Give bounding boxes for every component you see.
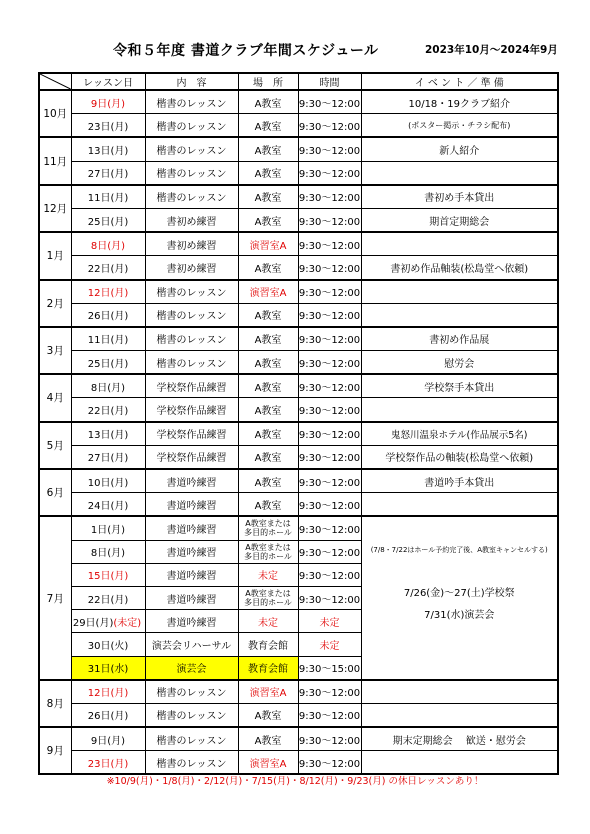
date-cell <box>71 610 145 633</box>
content-cell: 楷書のレッスン <box>145 351 238 375</box>
header-content: 内 容 <box>145 73 238 90</box>
month-label: 6月 <box>39 469 71 516</box>
place-cell: 演習室A <box>238 751 298 775</box>
content-cell: 書道吟練習 <box>145 516 238 540</box>
date-cell: 22日(月) <box>71 256 145 280</box>
content-cell: 書道吟練習 <box>145 586 238 609</box>
date-cell: 11日(月) <box>71 327 145 351</box>
event-cell: 10/18・19クラブ紹介 <box>361 90 558 114</box>
date-cell: 13日(月) <box>71 422 145 446</box>
content-cell: 書初め練習 <box>145 208 238 232</box>
time-cell: 9:30～12:00 <box>298 727 361 751</box>
month-label: 12月 <box>39 185 71 232</box>
time-cell: 9:30～12:00 <box>298 445 361 469</box>
date-cell: 26日(月) <box>71 303 145 327</box>
date-cell: 30日(火) <box>71 633 145 656</box>
table-row <box>39 161 558 185</box>
date-cell: 22日(月) <box>71 398 145 422</box>
date-cell: 11日(月) <box>71 185 145 209</box>
date-cell: 9日(月) <box>71 90 145 114</box>
date-cell: 15日(月) <box>71 563 145 586</box>
time-cell: 9:30～12:00 <box>298 256 361 280</box>
date-cell: 26日(月) <box>71 703 145 727</box>
place-cell: A教室 <box>238 208 298 232</box>
place-line-1: A教室または <box>245 542 291 552</box>
header-corner <box>39 73 71 90</box>
table-row <box>39 280 558 304</box>
date-cell: 8日(月) <box>71 232 145 256</box>
time-cell: 9:30～12:00 <box>298 351 361 375</box>
time-cell: 9:30～12:00 <box>298 232 361 256</box>
date-cell: 31日(水) <box>71 656 145 680</box>
event-cell: (ポスター掲示・チラシ配布) <box>361 114 558 138</box>
month-label: 10月 <box>39 90 71 137</box>
place-cell: A教室 <box>238 422 298 446</box>
time-cell: 9:30～12:00 <box>298 280 361 304</box>
table-row <box>39 751 558 775</box>
content-cell: 楷書のレッスン <box>145 161 238 185</box>
time-cell: 9:30～12:00 <box>298 586 361 609</box>
place-line-1: A教室または <box>245 519 291 529</box>
time-cell: 9:30～12:00 <box>298 303 361 327</box>
period-label: 2023年10月～2024年9月 <box>425 44 558 56</box>
time-cell: 9:30～12:00 <box>298 398 361 422</box>
table-row <box>39 208 558 232</box>
table-row <box>39 114 558 138</box>
place-cell <box>238 540 298 563</box>
table-row <box>39 445 558 469</box>
place-line-2: 多目的ホール <box>244 528 292 538</box>
content-cell: 書道吟練習 <box>145 563 238 586</box>
event-cell: 慰労会 <box>361 351 558 375</box>
content-cell: 書道吟練習 <box>145 493 238 517</box>
event-cell: 書道吟手本貸出 <box>361 469 558 493</box>
content-cell: 書初め練習 <box>145 256 238 280</box>
content-cell: 楷書のレッスン <box>145 90 238 114</box>
event-cell: 鬼怒川温泉ホテル(作品展示5名) <box>361 422 558 446</box>
event-cell: 書初め手本貸出 <box>361 185 558 209</box>
time-cell: 9:30～12:00 <box>298 563 361 586</box>
place-cell: A教室 <box>238 161 298 185</box>
event-cell <box>361 493 558 517</box>
content-cell: 書道吟練習 <box>145 540 238 563</box>
date-cell: 8日(月) <box>71 374 145 398</box>
date-cell: 25日(月) <box>71 208 145 232</box>
time-cell: 9:30～12:00 <box>298 703 361 727</box>
time-cell: 9:30～12:00 <box>298 137 361 161</box>
place-cell: A教室 <box>238 374 298 398</box>
time-cell: 9:30～12:00 <box>298 114 361 138</box>
place-cell: 未定 <box>238 563 298 586</box>
content-cell: 楷書のレッスン <box>145 280 238 304</box>
table-row <box>39 90 558 114</box>
event-cell: 学校祭手本貸出 <box>361 374 558 398</box>
date-cell: 27日(月) <box>71 161 145 185</box>
content-cell: 楷書のレッスン <box>145 703 238 727</box>
date-note: (未定) <box>113 617 142 629</box>
content-cell: 書道吟練習 <box>145 469 238 493</box>
date-cell: 24日(月) <box>71 493 145 517</box>
july-event-cell <box>361 516 558 679</box>
table-row <box>39 680 558 704</box>
table-row <box>39 469 558 493</box>
place-cell: A教室 <box>238 493 298 517</box>
place-cell: 教育会館 <box>238 656 298 680</box>
header-date: レッスン日 <box>71 73 145 90</box>
content-cell: 楷書のレッスン <box>145 185 238 209</box>
content-cell: 書初め練習 <box>145 232 238 256</box>
content-cell: 楷書のレッスン <box>145 303 238 327</box>
header-place: 場 所 <box>238 73 298 90</box>
month-label: 7月 <box>39 516 71 679</box>
place-cell: A教室 <box>238 256 298 280</box>
content-cell: 楷書のレッスン <box>145 680 238 704</box>
time-cell: 9:30～12:00 <box>298 374 361 398</box>
month-label: 9月 <box>39 727 71 774</box>
place-cell: A教室 <box>238 398 298 422</box>
content-cell: 学校祭作品練習 <box>145 374 238 398</box>
time-cell: 9:30～12:00 <box>298 327 361 351</box>
july-note: (7/8・7/22はホール予約完了後、A教室キャンセルする) <box>370 546 548 555</box>
date-cell: 9日(月) <box>71 727 145 751</box>
july-show: 7/31(水)演芸会 <box>424 610 495 622</box>
table-row <box>39 374 558 398</box>
date-cell: 25日(月) <box>71 351 145 375</box>
month-label: 1月 <box>39 232 71 279</box>
table-row <box>39 703 558 727</box>
place-cell <box>238 586 298 609</box>
content-cell: 演芸会リハーサル <box>145 633 238 656</box>
place-cell: A教室 <box>238 185 298 209</box>
date-cell: 27日(月) <box>71 445 145 469</box>
date-cell: 12日(月) <box>71 280 145 304</box>
place-cell: A教室 <box>238 703 298 727</box>
time-cell: 未定 <box>298 610 361 633</box>
event-cell <box>361 398 558 422</box>
date-cell: 23日(月) <box>71 751 145 775</box>
event-cell <box>361 303 558 327</box>
date-cell: 22日(月) <box>71 586 145 609</box>
month-label: 8月 <box>39 680 71 727</box>
month-label: 5月 <box>39 422 71 469</box>
table-row <box>39 351 558 375</box>
event-cell: 学校祭作品の軸装(松島堂へ依頼) <box>361 445 558 469</box>
event-cell: 書初め作品展 <box>361 327 558 351</box>
title-row <box>0 40 590 58</box>
place-cell: A教室 <box>238 727 298 751</box>
content-cell: 演芸会 <box>145 656 238 680</box>
footnote: ※10/9(月)・1/8(月)・2/12(月)・7/15(月)・8/12(月)・9/23(月) の休日レッスンあり！ <box>106 776 484 787</box>
table-row <box>39 516 558 540</box>
event-cell: 期首定期総会 <box>361 208 558 232</box>
place-cell: A教室 <box>238 445 298 469</box>
event-cell <box>361 232 558 256</box>
content-cell: 学校祭作品練習 <box>145 422 238 446</box>
time-cell: 9:30～12:00 <box>298 540 361 563</box>
event-cell: 新人紹介 <box>361 137 558 161</box>
month-label: 4月 <box>39 374 71 421</box>
table-row <box>39 398 558 422</box>
content-cell: 楷書のレッスン <box>145 137 238 161</box>
time-cell: 9:30～12:00 <box>298 751 361 775</box>
month-label: 11月 <box>39 137 71 184</box>
place-line-2: 多目的ホール <box>244 598 292 608</box>
date-cell: 1日(月) <box>71 516 145 540</box>
content-cell: 楷書のレッスン <box>145 327 238 351</box>
table-row <box>39 422 558 446</box>
time-cell: 9:30～12:00 <box>298 90 361 114</box>
place-cell: A教室 <box>238 469 298 493</box>
place-cell: A教室 <box>238 137 298 161</box>
table-row <box>39 232 558 256</box>
content-cell: 書道吟練習 <box>145 610 238 633</box>
time-cell: 9:30～12:00 <box>298 516 361 540</box>
date-cell: 10日(月) <box>71 469 145 493</box>
place-line-2: 多目的ホール <box>244 551 292 561</box>
content-cell: 学校祭作品練習 <box>145 398 238 422</box>
place-cell: A教室 <box>238 90 298 114</box>
place-cell <box>238 516 298 540</box>
table-row <box>39 493 558 517</box>
content-cell: 楷書のレッスン <box>145 727 238 751</box>
time-cell: 9:30～12:00 <box>298 185 361 209</box>
event-cell <box>361 751 558 775</box>
table-row <box>39 256 558 280</box>
place-line-1: A教室または <box>245 589 291 599</box>
date-text: 29日(月) <box>72 617 114 629</box>
event-cell <box>361 280 558 304</box>
event-cell <box>361 703 558 727</box>
july-festival: 7/26(金)～27(土)学校祭 <box>403 588 515 600</box>
date-cell: 23日(月) <box>71 114 145 138</box>
place-cell: 未定 <box>238 610 298 633</box>
month-label: 3月 <box>39 327 71 374</box>
place-cell: A教室 <box>238 351 298 375</box>
content-cell: 楷書のレッスン <box>145 751 238 775</box>
event-cell <box>361 161 558 185</box>
content-cell: 学校祭作品練習 <box>145 445 238 469</box>
time-cell: 9:30～12:00 <box>298 680 361 704</box>
time-cell: 9:30～12:00 <box>298 493 361 517</box>
month-label: 2月 <box>39 280 71 327</box>
date-cell: 8日(月) <box>71 540 145 563</box>
table-row <box>39 185 558 209</box>
place-cell: A教室 <box>238 303 298 327</box>
time-cell: 未定 <box>298 633 361 656</box>
place-cell: A教室 <box>238 327 298 351</box>
place-cell: 教育会館 <box>238 633 298 656</box>
table-row <box>39 327 558 351</box>
time-cell: 9:30～12:00 <box>298 161 361 185</box>
event-cell: 書初め作品軸装(松島堂へ依頼) <box>361 256 558 280</box>
time-cell: 9:30～12:00 <box>298 469 361 493</box>
time-cell: 9:30～12:00 <box>298 208 361 232</box>
event-cell: 期末定期総会 歓送・慰労会 <box>361 727 558 751</box>
event-cell <box>361 680 558 704</box>
header-event: イ ベ ン ト ／ 準 備 <box>361 73 558 90</box>
table-row <box>39 727 558 751</box>
header-row <box>39 73 558 90</box>
place-cell: 演習室A <box>238 680 298 704</box>
place-cell: 演習室A <box>238 232 298 256</box>
time-cell: 9:30～15:00 <box>298 656 361 680</box>
date-cell: 12日(月) <box>71 680 145 704</box>
schedule-table <box>38 72 559 775</box>
header-time: 時間 <box>298 73 361 90</box>
table-row <box>39 303 558 327</box>
page-title: 令和５年度 書道クラブ年間スケジュール <box>113 43 379 59</box>
place-cell: A教室 <box>238 114 298 138</box>
date-cell: 13日(月) <box>71 137 145 161</box>
place-cell: 演習室A <box>238 280 298 304</box>
content-cell: 楷書のレッスン <box>145 114 238 138</box>
time-cell: 9:30～12:00 <box>298 422 361 446</box>
table-row <box>39 137 558 161</box>
